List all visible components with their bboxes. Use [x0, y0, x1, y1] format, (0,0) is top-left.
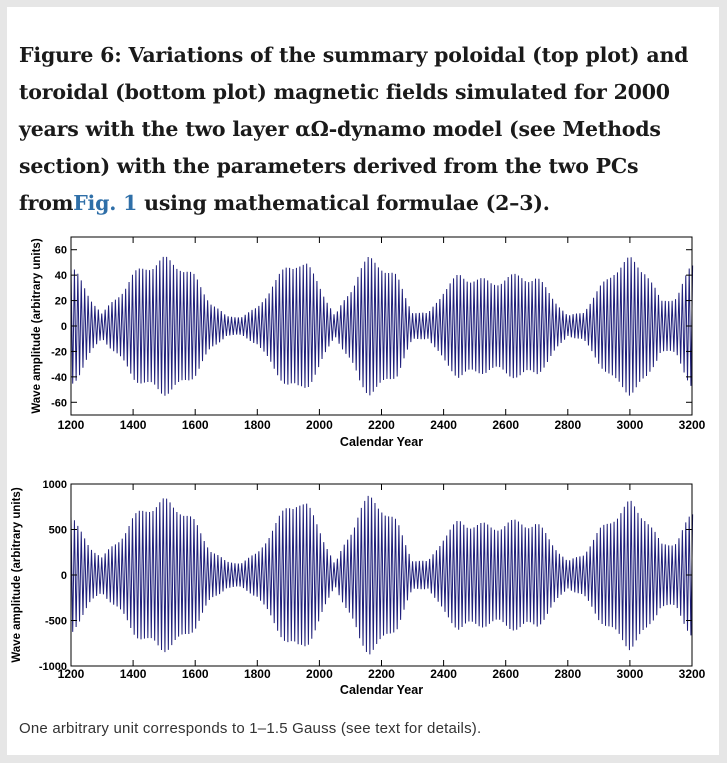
x-tick-label-3200: 3200 — [678, 418, 706, 432]
x-tick-label-3000: 3000 — [616, 667, 644, 681]
x-tick-label-1600: 1600 — [181, 418, 209, 432]
x-tick-label-3200: 3200 — [678, 667, 706, 681]
x-tick-label-1200: 1200 — [57, 418, 85, 432]
x-tick-label-1800: 1800 — [243, 667, 271, 681]
y-tick-label-20: 20 — [54, 295, 67, 308]
y-axis-label-1: Wave amplitude (arbitrary units) — [31, 238, 43, 414]
x-tick-label-1400: 1400 — [119, 667, 147, 681]
series-line-2 — [71, 496, 693, 655]
y-tick-label--60: -60 — [51, 397, 67, 410]
x-tick-label-2200: 2200 — [368, 418, 395, 432]
x-tick-label-2400: 2400 — [430, 667, 457, 681]
y-tick-label--500: -500 — [44, 615, 67, 628]
y-tick-label-40: 40 — [54, 270, 67, 283]
y-tick-label--40: -40 — [51, 371, 67, 384]
x-tick-label-2800: 2800 — [554, 667, 582, 681]
x-tick-label-3000: 3000 — [616, 418, 644, 432]
x-tick-label-2800: 2800 — [554, 418, 582, 432]
x-tick-label-2600: 2600 — [492, 418, 520, 432]
y-tick-label--20: -20 — [51, 346, 67, 359]
x-tick-label-2200: 2200 — [368, 667, 395, 681]
x-tick-label-2600: 2600 — [492, 667, 520, 681]
x-tick-label-1200: 1200 — [57, 667, 85, 681]
x-axis-label-2: Calendar Year — [339, 683, 424, 697]
x-tick-label-2000: 2000 — [306, 418, 333, 432]
figure-footnote: One arbitrary unit corresponds to 1–1.5 Gauss (see text for details). — [19, 720, 482, 737]
y-tick-label-500: 500 — [48, 524, 67, 537]
y-tick-label-1000: 1000 — [42, 479, 67, 491]
x-tick-label-1800: 1800 — [243, 418, 271, 432]
y-tick-label-0: 0 — [60, 321, 67, 333]
x-tick-label-1400: 1400 — [119, 418, 147, 432]
y-tick-label--1000: -1000 — [38, 661, 67, 673]
series-line-1 — [71, 257, 693, 396]
x-tick-label-1600: 1600 — [181, 667, 209, 681]
caption-text-end: using mathematical formulae (2–3). — [137, 191, 550, 215]
figure-link[interactable]: Fig. 1 — [73, 191, 138, 215]
caption-text: Figure 6: Variations of the summary poloidal (top plot) and toroidal (bottom plot) magnetic fields simulated for 2000 years with the two layer αΩ-dynamo model (see Methods section) with the parameters derived from the two PCs from — [19, 43, 689, 215]
y-axis-label-2: Wave amplitude (arbitrary units) — [11, 487, 23, 663]
y-tick-label-0: 0 — [60, 570, 67, 582]
y-tick-label-60: 60 — [54, 244, 67, 257]
x-tick-label-2400: 2400 — [430, 418, 457, 432]
x-axis-label-1: Calendar Year — [339, 435, 424, 449]
x-tick-label-2000: 2000 — [306, 667, 333, 681]
